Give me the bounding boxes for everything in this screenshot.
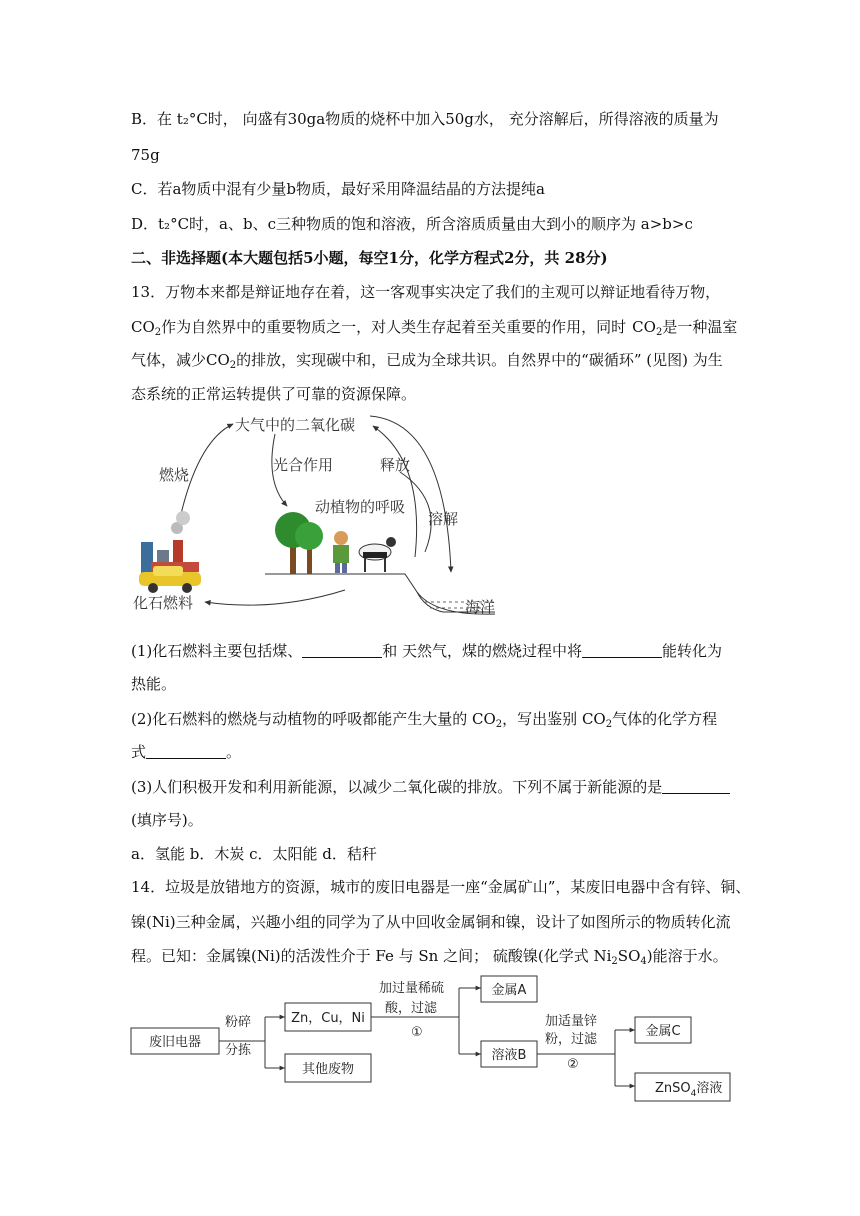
svg-text:溶液B: 溶液B (491, 1048, 527, 1063)
q13-p2-line2: 式 。 (131, 743, 242, 761)
label-atmosphere: 大气中的二氧化碳 (235, 416, 356, 434)
svg-text:Zn，Cu，Ni: Zn，Cu，Ni (291, 1011, 365, 1026)
svg-text:其他废物: 其他废物 (301, 1062, 355, 1077)
person-icon (333, 531, 349, 573)
q13-p2-line1: (2)化石燃料的燃烧与动植物的呼吸都能产生大量的 $CO_2$，写出鉴别 $CO_2$气体的化学方程 (131, 710, 718, 730)
q14-line1: 14．垃圾是放错地方的资源，城市的废旧电器是一座“金属矿山”，某废旧电器中含有锌、铜、 (131, 878, 751, 896)
label-add-zinc-2: 粉，过滤 (545, 1032, 598, 1047)
label-add-acid-1: 加过量稀硫 (379, 981, 445, 996)
step-2-label: ② (567, 1057, 579, 1072)
tree-icon (275, 512, 323, 574)
label-ocean: 海洋 (465, 598, 496, 616)
option-b-line1: B．在 t₂°C时， 向盛有30ga物质的烧杯中加入50g水， 充分溶解后，所得溶液的质量为 (131, 110, 719, 128)
svg-text:金属C: 金属C (645, 1024, 681, 1039)
label-burning: 燃烧 (159, 466, 190, 484)
label-photosynthesis: 光合作用 (273, 456, 334, 474)
svg-text:废旧电器: 废旧电器 (148, 1035, 202, 1050)
q14-line3: 程。已知：金属镍(Ni)的活泼性介于 Fe 与 Sn 之间； 硫酸镍(化学式 $Ni_2SO_4$)能溶于水。 (131, 947, 728, 967)
process-flow-diagram (125, 970, 740, 1110)
svg-text:ZnSO4溶液: ZnSO$_4$溶液 (655, 1081, 723, 1099)
label-respiration: 动植物的呼吸 (315, 498, 406, 516)
q13-line4: 态系统的正常运转提供了可靠的资源保障。 (131, 385, 417, 403)
option-b-line2: 75g (131, 146, 160, 164)
step-1-label: ① (411, 1025, 423, 1040)
q13-p3-line1: (3)人们积极开发和利用新能源，以减少二氧化碳的排放。下列不属于新能源的是 (131, 776, 730, 798)
svg-text:金属A: 金属A (491, 983, 527, 998)
label-dissolve: 溶解 (428, 510, 459, 528)
q13-p1-line2: 热能。 (131, 675, 177, 693)
q13-line1: 13．万物本来都是辩证地存在着，这一客观事实决定了我们的主观可以辩证地看待万物， (131, 283, 721, 301)
goat-icon (359, 537, 396, 572)
q13-p3-line2: (填序号)。 (131, 811, 203, 829)
label-add-zinc-1: 加适量锌 (545, 1014, 598, 1029)
label-release: 释放 (380, 456, 411, 474)
arrow-release (373, 426, 417, 557)
label-add-acid-2: 酸，过滤 (385, 1001, 438, 1016)
q13-options: a．氢能 b．木炭 c．太阳能 d．秸秆 (131, 845, 377, 863)
q13-line2: $CO_2$作为自然界中的重要物质之一，对人类生存起着至关重要的作用，同时 $CO_2$是一种温室 (131, 318, 738, 338)
option-d: D．t₂°C时，a、b、c三种物质的饱和溶液，所含溶质质量由大到小的顺序为 a>b>c (131, 215, 693, 233)
ground-line (265, 574, 495, 612)
label-sort: 分拣 (225, 1043, 252, 1058)
q13-p1-line1: (1)化石燃料主要包括煤、 和 天然气，煤的燃烧过程中将 能转化为 (131, 642, 723, 660)
q13-line3: 气体，减少$CO_2$的排放，实现碳中和，已成为全球共识。自然界中的“碳循环” (见图) 为生 (131, 351, 723, 371)
label-crush: 粉碎 (225, 1015, 252, 1030)
label-fossil-fuel: 化石燃料 (133, 594, 194, 612)
section-heading: 二、非选择题(本大题包括5小题，每空1分，化学方程式2分，共 28分) (131, 249, 608, 267)
q14-line2: 镍(Ni)三种金属，兴趣小组的同学为了从中回收金属铜和镍，设计了如图所示的物质转化流 (131, 913, 731, 931)
carbon-cycle-diagram (125, 402, 635, 630)
arrow-to-fossil (205, 590, 345, 605)
option-c: C．若a物质中混有少量b物质，最好采用降温结晶的方法提纯a (131, 180, 545, 198)
